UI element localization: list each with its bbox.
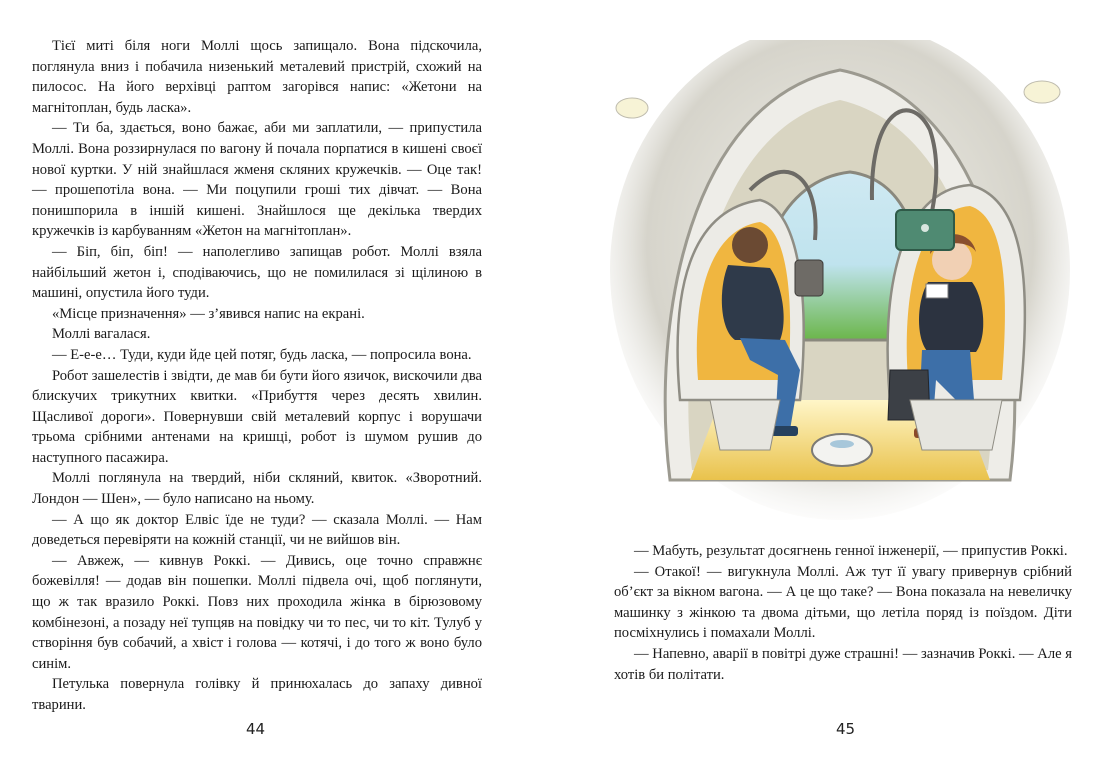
paragraph: — Біп, біп, біп! — наполегливо запищав робот. Моллі взяла найбільший жетон і, сподіваючись, що не помилилася зі щілиною в машині, опустила його туди. (32, 243, 482, 302)
paragraph: Тієї миті біля ноги Моллі щось запищало. Вона підскочила, поглянула вниз і побачила низенький металевий пристрій, схожий на пилосос. На його верхівці раптом загорівся напис: «Жетони на магнітоплан, будь ласка». (32, 38, 482, 116)
ceiling-light (616, 98, 648, 118)
paragraph: Моллі поглянула на твердий, ніби скляний, квиток. «Зворотний. Лондон — Шен», — було написано на ньому. (32, 470, 482, 508)
paragraph: Петулька повернула голівку й принюхалась до запаху дивної тварини. (32, 676, 482, 713)
boy-head (732, 227, 768, 263)
right-seat-pedestal (910, 400, 1002, 450)
left-page-text (32, 36, 482, 716)
left-seat-pedestal (710, 400, 780, 450)
paragraph: — Е-е-е… Туди, куди йде цей потяг, будь ласка, — попросила вона. (52, 346, 472, 363)
ticket-robot (812, 434, 872, 466)
boy-body (722, 265, 784, 340)
paragraph: — Отакої! — вигукнула Моллі. Аж тут її увагу привернув срібний об’єкт за вікном вагона. — А це що таке? — Вона показала на невеличку машинку з жінкою та двома дітьми, що летіла поряд із поїздом. Діти посміхнулись і помахали Моллі. (614, 563, 1072, 642)
right-page-text (614, 541, 1072, 685)
left-page (0, 0, 549, 763)
page-number: 44 (246, 720, 266, 738)
ticket (926, 284, 948, 298)
paragraph: Робот зашелестів і звідти, де мав би бути його язичок, вискочили два блискучих трикутних квитки. «Прибуття через десять хвилин. Щасливої дороги». Повернувши свій металевий корпус і ворушачи трьома срібними антенами на кришці, робот із шумом рушив до наступного пасажира. (32, 367, 482, 466)
paragraph: — Авжеж, — кивнув Роккі. — Дивись, оце точно справжнє божевілля! — додав він пошепки. Моллі підвела очі, щоб поглянути, що ж так вразило Роккі. Повз них проходила жінка в бірюзовому комбінезоні, а позаду неї тупцяв на повідку чи то пес, чи то кіт. Тулуб у створіння був собачий, а хвіст і голова — котячі, і до того ж воно було синім. (32, 552, 482, 672)
screen-button (921, 224, 929, 232)
tablet-screen (795, 260, 823, 296)
paragraph: Моллі вагалася. (52, 326, 151, 343)
paragraph: — Мабуть, результат досягнень генної інженерії, — припустив Роккі. (634, 543, 1068, 559)
paragraph: — Напевно, аварії в повітрі дуже страшні! — зазначив Роккі. — Але я хотів би політати. (614, 645, 1072, 683)
ceiling-light (1024, 81, 1060, 103)
right-page (550, 0, 1099, 763)
robot-light (830, 440, 854, 448)
paragraph: «Місце призначення» — з’явився напис на екрані. (52, 305, 365, 322)
page-number: 45 (836, 720, 856, 738)
paragraph: — А що як доктор Елвіс їде не туди? — сказала Моллі. — Нам доведеться перевіряти на кожній станції, чи не вийшов він. (32, 511, 482, 549)
train-interior-illustration (610, 40, 1070, 520)
paragraph: — Ти ба, здається, воно бажає, аби ми заплатили, — припустила Моллі. Вона роззирнулася по вагону й почала порпатися в кишені своєї нової куртки. У ній знайшлася жменя скляних кружечків. — Оце так! — прошепотіла вона. — Ми поцупили гроші тих дівчат. — Вона понишпорила в іншій кишені. Знайшлося ще декілька твердих кружечків із карбуванням «Жетон на магнітоплан». (32, 120, 482, 240)
